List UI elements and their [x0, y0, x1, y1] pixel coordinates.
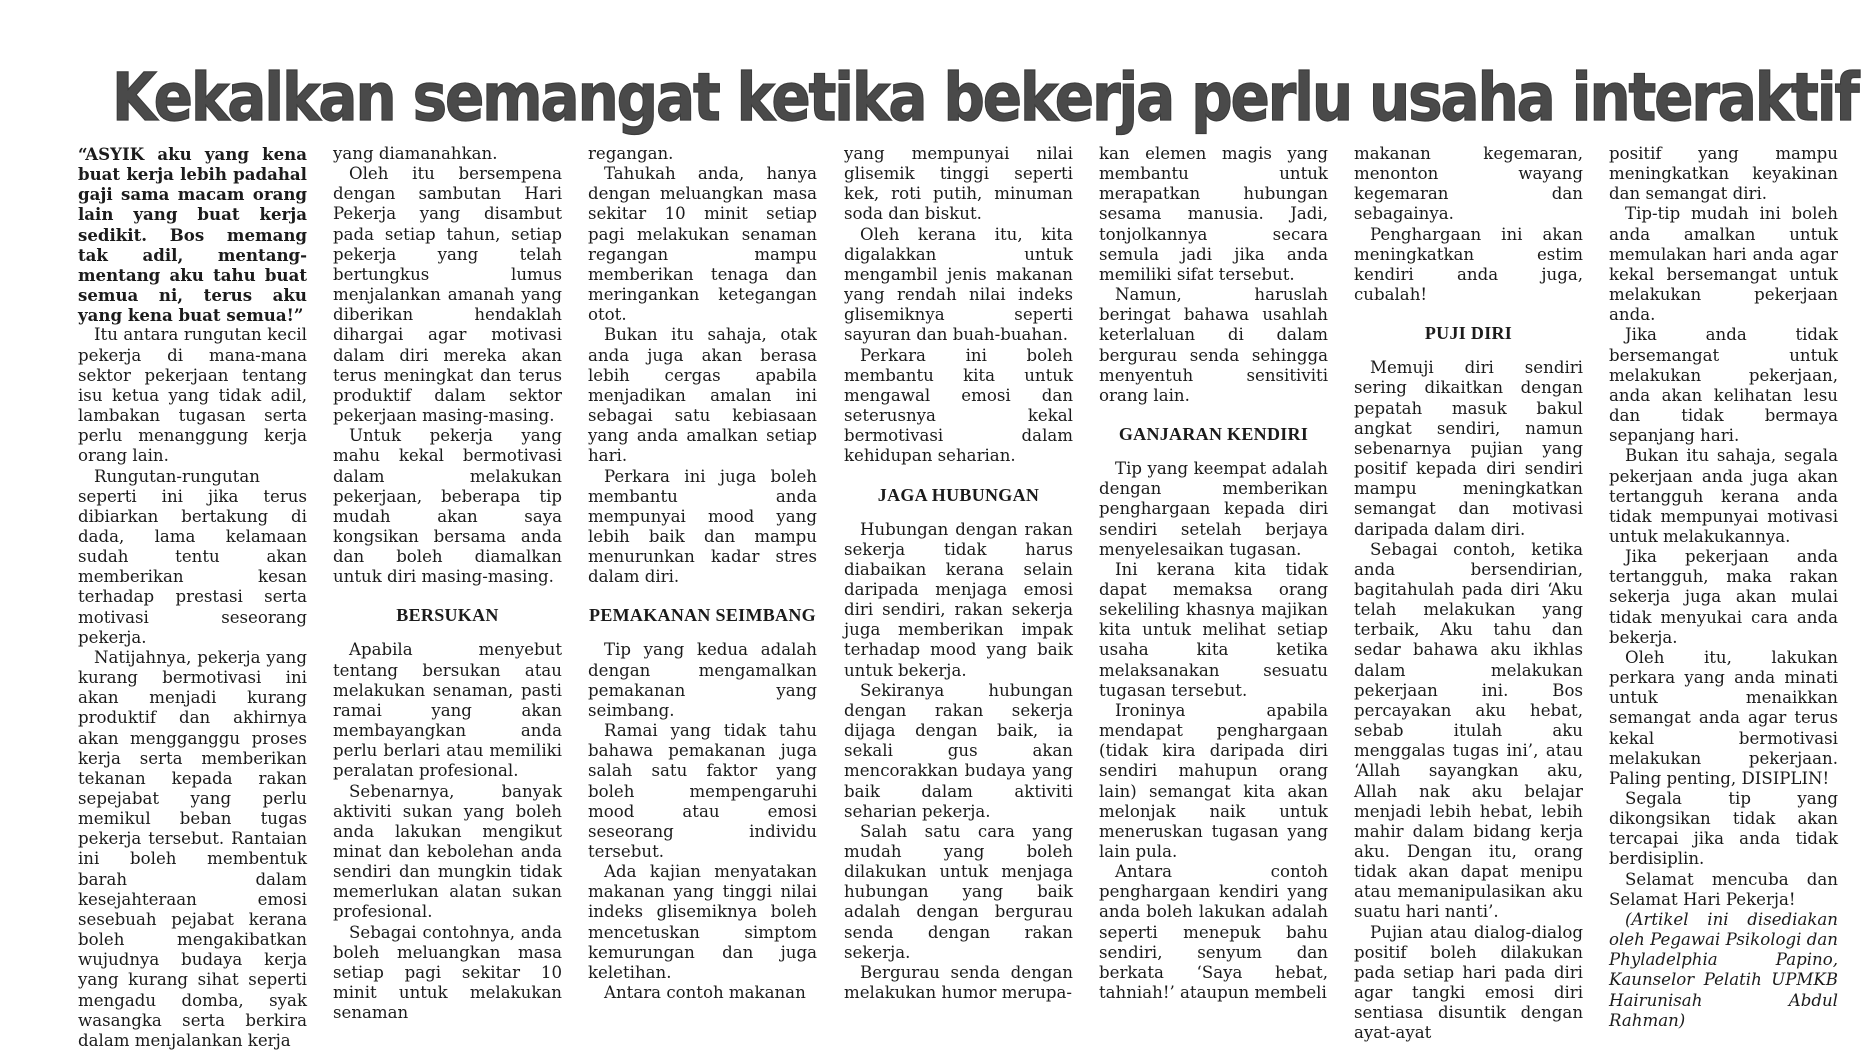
body-paragraph: Tahukah anda, hanya dengan meluangkan masa sekitar 10 minit setiap pagi melakukan senaman regangan mampu memberikan tenaga dan meringankan ketegangan otot.	[588, 164, 817, 325]
article-column-1	[78, 144, 307, 1050]
body-paragraph: Ini kerana kita tidak dapat memaksa orang sekeliling khasnya majikan kita untuk melihat setiap usaha kita ketika melaksanakan sesuatu tugasan tersebut.	[1099, 559, 1328, 700]
continued-paragraph: positif yang mampu meningkatkan keyakinan dan semangat diri.	[1609, 144, 1838, 204]
body-paragraph: Apabila menyebut tentang bersukan atau melakukan senaman, pasti ramai yang akan membayangkan anda perlu berlari atau memiliki peralatan profesional.	[333, 640, 562, 781]
body-paragraph: Ironinya apabila mendapat penghargaan (tidak kira daripada diri sendiri mahupun orang lain) semangat kita akan melonjak naik untuk meneruskan tugasan yang lain pula.	[1099, 700, 1328, 861]
body-paragraph: Pujian atau dialog-dialog positif boleh dilakukan pada setiap hari pada diri agar tangki emosi diri sentiasa disuntik dengan ayat-ayat	[1354, 922, 1583, 1043]
article-column-6	[1354, 144, 1583, 1043]
continued-paragraph: kan elemen magis yang membantu untuk merapatkan hubungan sesama manusia. Jadi, tonjolkannya secara semula jadi jika anda memiliki sifat tersebut.	[1099, 144, 1328, 284]
body-paragraph: Antara contoh makanan	[604, 983, 806, 1003]
body-paragraph: Namun, haruslah beringat bahawa usahlah keterlaluan di dalam bergurau senda sehingga menyentuh sensitiviti orang lain.	[1099, 285, 1328, 405]
body-paragraph: Natijahnya, pekerja yang kurang bermotivasi ini akan menjadi kurang produktif dan akhirnya akan mengganggu proses kerja serta memberikan tekanan kepada rakan sepejabat yang perlu memikul beban tugas pekerja tersebut. Rantaian ini boleh membentuk barah dalam kesejahteraan emosi sesebuah pejabat kerana boleh mengakibatkan wujudnya budaya kerja yang kurang sihat seperti mengadu domba, syak wasangka serta berkira dalam menjalankan kerja	[78, 647, 307, 1050]
body-paragraph: Ada kajian menyatakan makanan yang tinggi nilai indeks glisemiknya boleh mencetuskan simptom kemurungan dan juga keletihan.	[588, 862, 817, 982]
body-paragraph: Tip-tip mudah ini boleh anda amalkan untuk memulakan hari anda agar kekal bersemangat untuk melakukan pekerjaan anda.	[1609, 204, 1838, 325]
body-paragraph: Perkara ini juga boleh membantu anda mempunyai mood yang lebih baik dan mampu menurunkan kadar stres dalam diri.	[588, 466, 817, 587]
body-paragraph: Itu antara rungutan kecil pekerja di mana-mana sektor pekerjaan tentang isu ketua yang tidak adil, lambakan tugasan serta perlu menanggung kerja orang lain.	[78, 325, 307, 466]
article-column-2	[333, 144, 562, 1023]
continued-paragraph: yang mempunyai nilai glisemik tinggi seperti kek, roti putih, minuman soda dan biskut.	[844, 144, 1073, 224]
article-column-3	[588, 144, 817, 1003]
body-paragraph: Ramai yang tidak tahu bahawa pemakanan juga salah satu faktor yang boleh mempengaruhi mood atau emosi seseorang individu tersebut.	[588, 721, 817, 861]
section-heading: PUJI DIRI	[1424, 323, 1513, 344]
body-paragraph: Bukan itu sahaja, otak anda juga akan berasa lebih cergas apabila menjadikan amalan ini sebagai satu kebiasaan yang anda amalkan setiap hari.	[588, 325, 817, 466]
body-paragraph: Segala tip yang dikongsikan tidak akan tercapai jika anda tidak berdisiplin.	[1609, 789, 1838, 869]
section-heading: PEMAKANAN SEIMBANG	[589, 605, 816, 626]
body-paragraph: Tip yang keempat adalah dengan memberikan penghargaan kepada diri sendiri setelah berjaya menyelesaikan tugasan.	[1099, 459, 1328, 559]
section-heading: JAGA HUBUNGAN	[877, 484, 1040, 505]
body-paragraph: Jika anda tidak bersemangat untuk melakukan pekerjaan, anda akan kelihatan lesu dan tidak bermaya sepanjang hari.	[1609, 325, 1838, 446]
section-heading: BERSUKAN	[396, 605, 499, 626]
body-paragraph: Untuk pekerja yang mahu kekal bermotivasi dalam melakukan pekerjaan, beberapa tip mudah akan saya kongsikan bersama anda dan boleh diamalkan untuk diri masing-masing.	[333, 426, 562, 587]
body-paragraph: Sekiranya hubungan dengan rakan sekerja dijaga dengan baik, ia sekali gus akan mencorakkan budaya yang baik dalam aktiviti seharian pekerja.	[844, 680, 1073, 821]
body-paragraph: Salah satu cara yang mudah yang boleh dilakukan untuk menjaga hubungan yang baik adalah dengan bergurau senda dengan rakan sekerja.	[844, 821, 1073, 962]
body-paragraph: Bergurau senda dengan melakukan humor merupa-	[844, 962, 1073, 1003]
body-paragraph: Selamat mencuba dan Selamat Hari Pekerja!	[1609, 869, 1838, 909]
article-headline: Kekalkan semangat ketika bekerja perlu usaha interaktif	[111, 59, 1858, 137]
article-body	[78, 144, 1838, 1050]
body-paragraph: Sebagai contoh, ketika anda bersendirian, bagitahulah pada diri ‘Aku telah melakukan yang terbaik, Aku tahu dan sedar bahawa aku ikhlas dalam melakukan pekerjaan ini. Bos percayakan aku hebat, sebab itulah aku menggalas tugas ini’, atau ‘Allah sayangkan aku, Allah nak aku belajar menjadi lebih hebat, lebih mahir dalam bidang kerja aku. Dengan itu, orang tidak akan dapat menipu atau memanipulasikan aku suatu hari nanti’.	[1354, 539, 1583, 922]
section-heading: GANJARAN KENDIRI	[1118, 424, 1309, 445]
body-paragraph: Bukan itu sahaja, segala pekerjaan anda juga akan tertangguh kerana anda tidak mempunyai motivasi untuk melakukannya.	[1609, 446, 1838, 546]
continued-paragraph: regangan.	[588, 144, 674, 163]
article-column-4	[844, 144, 1073, 1003]
body-paragraph: Jika pekerjaan anda tertangguh, maka rakan sekerja juga akan mulai tidak menyukai cara anda bekerja.	[1609, 547, 1838, 647]
body-paragraph: Hubungan dengan rakan sekerja tidak harus diabaikan kerana selain daripada menjaga emosi diri sendiri, rakan sekerja juga memberikan impak terhadap mood yang baik untuk bekerja.	[844, 519, 1073, 680]
author-credit: (Artikel ini disediakan oleh Pegawai Psikologi dan Phyladelphia Papino, Kaunselor Pelatih UPMKB Hairunisah Abdul Rahman)	[1609, 909, 1838, 1030]
body-paragraph: Oleh itu, lakukan perkara yang anda minati untuk menaikkan semangat anda agar terus kekal bermotivasi melakukan pekerjaan. Paling penting, DISIPLIN!	[1609, 647, 1838, 788]
body-paragraph: Penghargaan ini akan meningkatkan estim kendiri anda juga, cubalah!	[1354, 224, 1583, 305]
body-paragraph: Oleh kerana itu, kita digalakkan untuk mengambil jenis makanan yang rendah nilai indeks glisemiknya seperti sayuran dan buah-buahan.	[844, 224, 1073, 345]
continued-paragraph: yang diamanahkan.	[333, 144, 498, 163]
body-paragraph: Oleh itu bersempena dengan sambutan Hari Pekerja yang disambut pada setiap tahun, setiap pekerja yang telah bertungkus lumus menjalankan amanah yang diberikan hendaklah dihargai agar motivasi dalam diri mereka akan terus meningkat dan terus produktif dalam sektor pekerjaan masing-masing.	[333, 164, 562, 426]
body-paragraph: Rungutan-rungutan seperti ini jika terus dibiarkan bertakung di dada, lama kelamaan sudah tentu akan memberikan kesan terhadap prestasi serta motivasi seseorang pekerja.	[78, 466, 307, 647]
continued-paragraph: makanan kegemaran, menonton wayang kegemaran dan sebagainya.	[1354, 144, 1583, 224]
body-paragraph: Tip yang kedua adalah dengan mengamalkan pemakanan yang seimbang.	[588, 640, 817, 720]
body-paragraph: Sebenarnya, banyak aktiviti sukan yang boleh anda lakukan mengikut minat dan kebolehan anda sendiri dan mungkin tidak memerlukan alatan sukan profesional.	[333, 781, 562, 922]
body-paragraph: Memuji diri sendiri sering dikaitkan dengan pepatah masuk bakul angkat sendiri, namun sebenarnya pujian yang positif kepada diri sendiri mampu meningkatkan semangat dan motivasi daripada dalam diri.	[1354, 358, 1583, 539]
lead-paragraph: “ASYIK aku yang kena buat kerja lebih padahal gaji sama macam orang lain yang buat kerja sedikit. Bos memang tak adil, mentang-mentang aku tahu buat semua ni, terus aku yang kena buat semua!”	[78, 144, 307, 326]
body-paragraph: Antara contoh penghargaan kendiri yang anda boleh lakukan adalah seperti menepuk bahu sendiri, senyum dan berkata ‘Saya hebat, tahniah!’ ataupun membeli	[1099, 862, 1328, 1003]
body-paragraph: Perkara ini boleh membantu kita untuk mengawal emosi dan seterusnya kekal bermotivasi dalam kehidupan seharian.	[844, 345, 1073, 466]
article-column-7	[1609, 144, 1838, 1030]
article-column-5	[1099, 144, 1328, 1003]
body-paragraph: Sebagai contohnya, anda boleh meluangkan masa setiap pagi sekitar 10 minit untuk melakukan senaman	[333, 922, 562, 1023]
